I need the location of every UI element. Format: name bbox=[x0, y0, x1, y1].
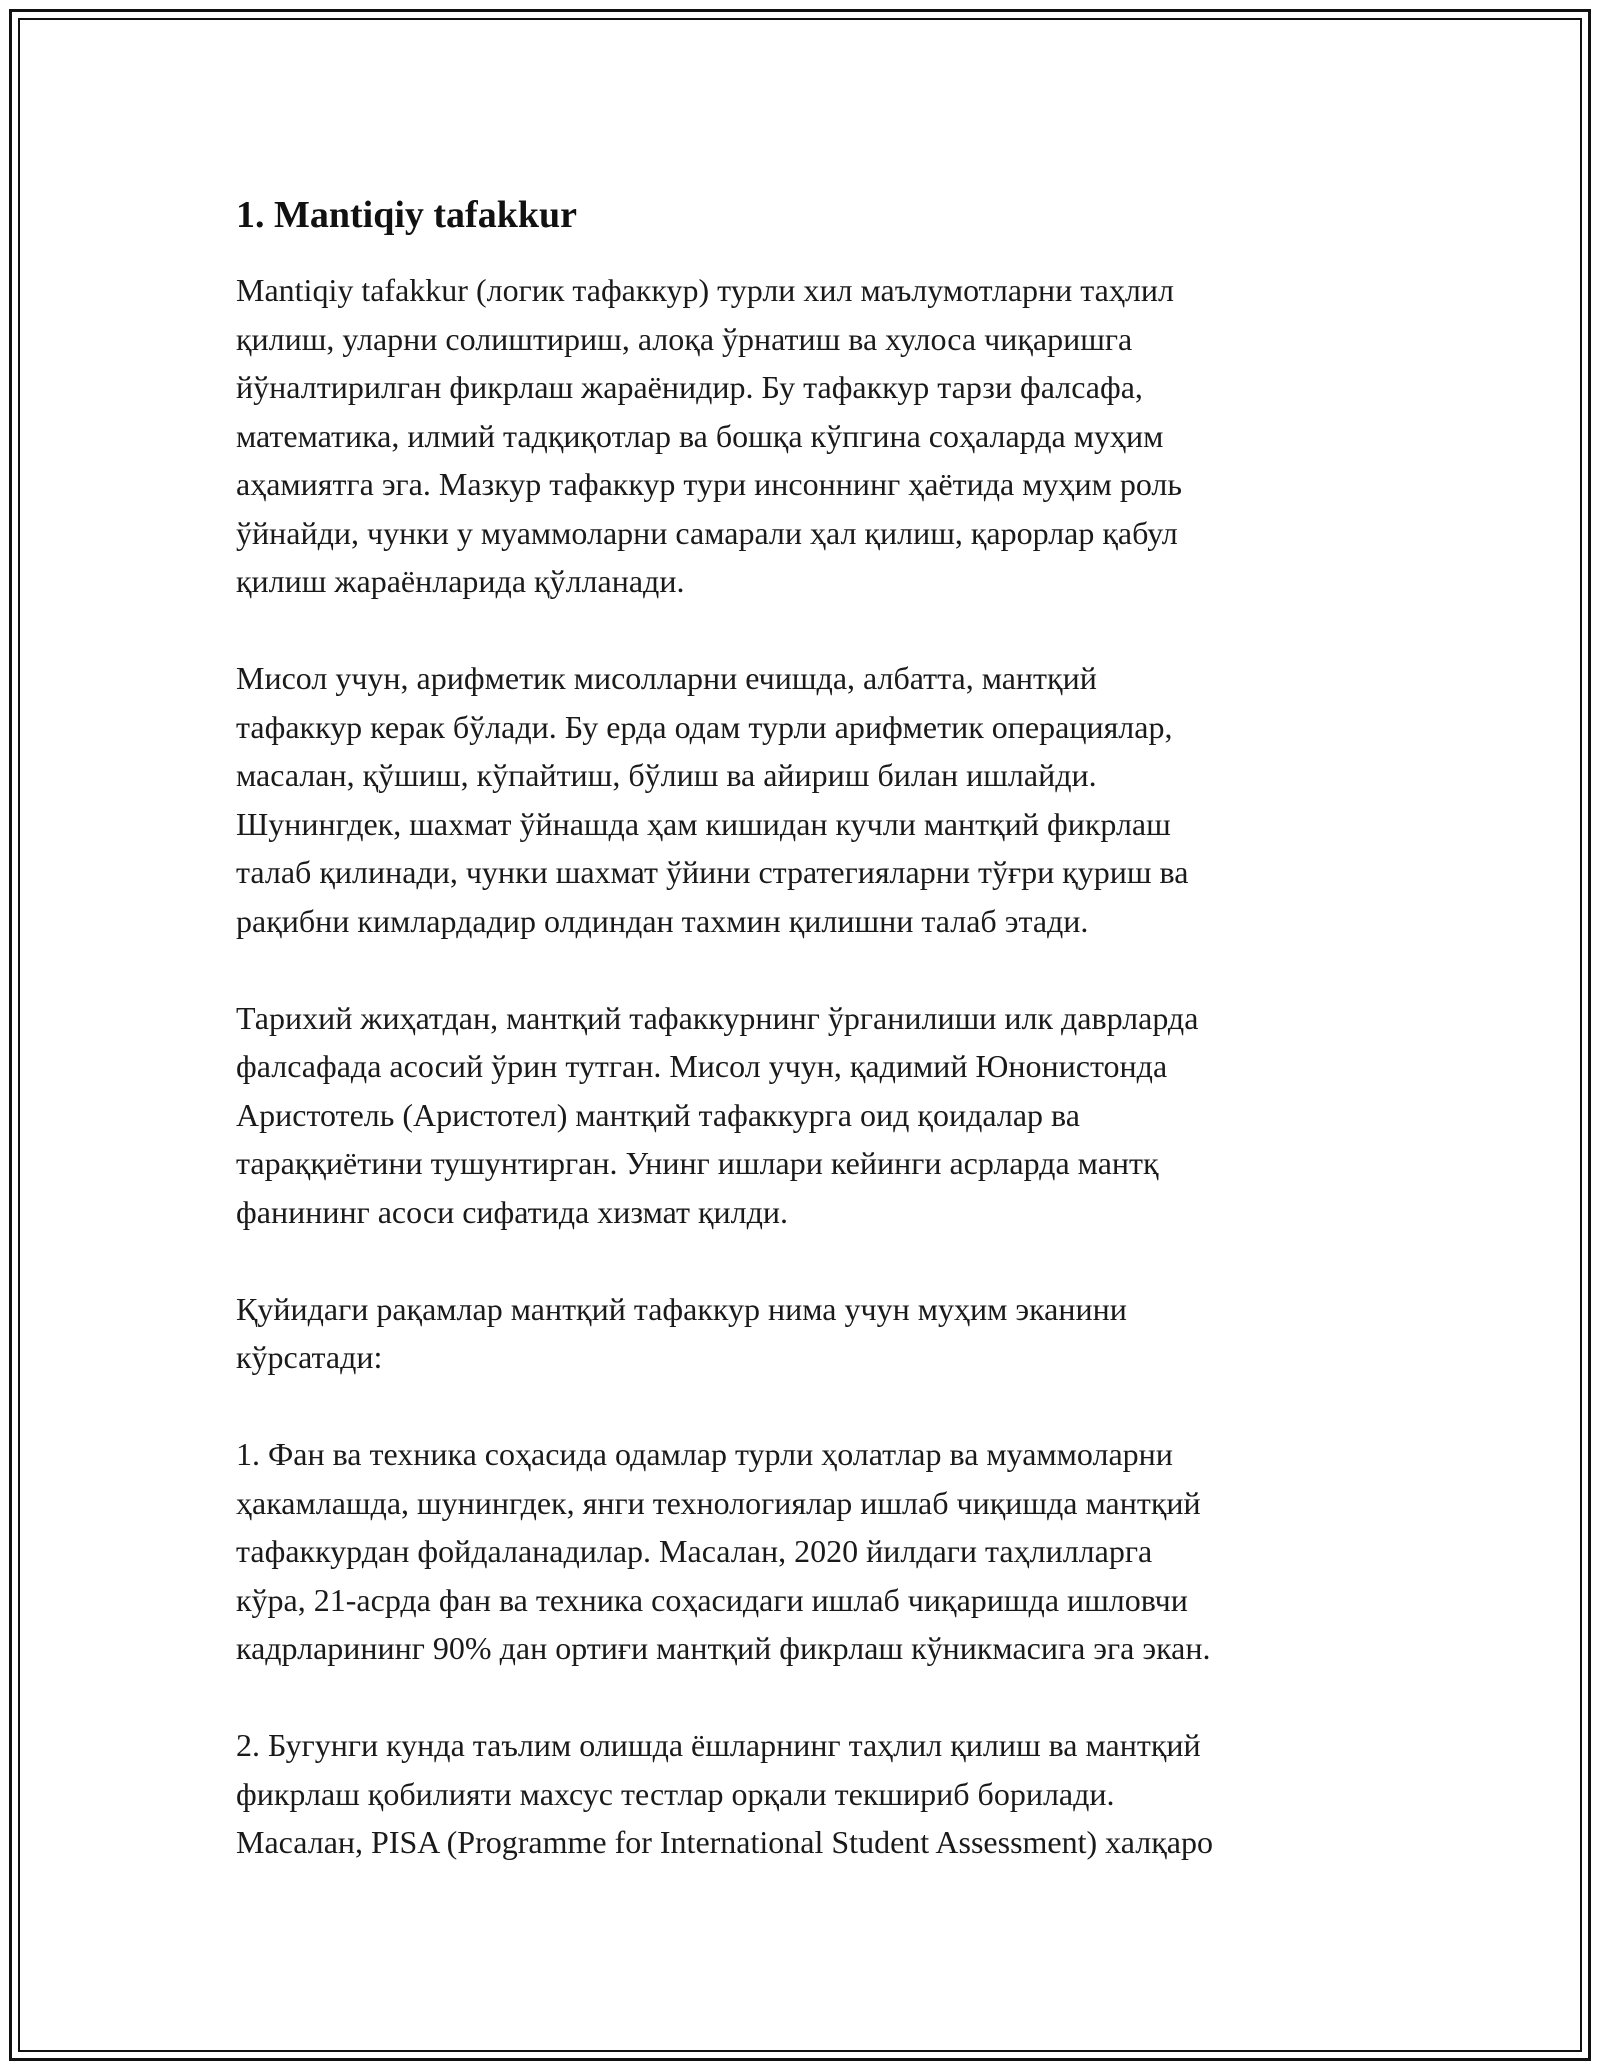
text-line: талаб қилинади, чунки шахмат ўйини стратегияларни тўғри қуриш ва bbox=[236, 854, 1189, 890]
text-line: 1. Фан ва техника соҳасида одамлар турли ҳолатлар ва муаммоларни bbox=[236, 1436, 1173, 1472]
text-line: ўйнайди, чунки у муаммоларни самарали ҳал қилиш, қарорлар қабул bbox=[236, 514, 1178, 551]
text-line: фалсафада асосий ўрин тутган. Мисол учун, қадимий Юнонистонда bbox=[236, 1048, 1168, 1084]
text-line: 2. Бугунги кунда таълим олишда ёшларнинг таҳлил қилиш ва мантқий bbox=[236, 1727, 1201, 1763]
list-item-2 bbox=[236, 1721, 1366, 1867]
text-line: фанининг асоси сифатида хизмат қилди. bbox=[236, 1193, 788, 1230]
text-line: математика, илмий тадқиқотлар ва бошқа кўпгина соҳаларда муҳим bbox=[236, 417, 1164, 454]
text-line: фикрлаш қобилияти махсус тестлар орқали текшириб борилади. bbox=[236, 1775, 1115, 1812]
text-line: тараққиётини тушунтирган. Унинг ишлари кейинги асрларда мантқ bbox=[236, 1145, 1159, 1181]
text-line: Масалан, PISA (Programme for International Student Assessment) халқаро bbox=[236, 1824, 1213, 1860]
section-heading: 1. Mantiqiy tafakkur bbox=[236, 194, 577, 236]
text-line: қилиш жараёнларида қўлланади. bbox=[236, 563, 685, 599]
text-line: кўра, 21-асрда фан ва техника соҳасидаги ишлаб чиқаришда ишловчи bbox=[236, 1581, 1188, 1618]
text-line: кўрсатади: bbox=[236, 1339, 383, 1375]
paragraph-history bbox=[236, 994, 1366, 1237]
text-line: йўналтирилган фикрлаш жараёнидир. Бу тафаккур тарзи фалсафа, bbox=[236, 369, 1143, 405]
text-line: Қуйидаги рақамлар мантқий тафаккур нима учун муҳим эканини bbox=[236, 1290, 1127, 1327]
text-line: тафаккур керак бўлади. Бу ерда одам турли арифметик операциялар, bbox=[236, 708, 1173, 745]
text-line: рақибни кимлардадир олдиндан тахмин қилишни талаб этади. bbox=[236, 902, 1089, 939]
paragraph-intro bbox=[236, 266, 1366, 606]
text-line: масалан, қўшиш, кўпайтиш, бўлиш ва айириш билан ишлайди. bbox=[236, 757, 1097, 793]
document-body bbox=[236, 190, 1366, 1915]
text-line: Аристотель (Аристотел) мантқий тафаккурга оид қоидалар ва bbox=[236, 1096, 1080, 1133]
list-item-1 bbox=[236, 1430, 1366, 1673]
text-line: тафаккурдан фойдаланадилар. Масалан, 2020 йилдаги таҳлилларга bbox=[236, 1533, 1153, 1569]
text-line: Тарихий жиҳатдан, мантқий тафаккурнинг ўрганилиши илк даврларда bbox=[236, 999, 1199, 1036]
text-line: ҳакамлашда, шунингдек, янги технологиялар ишлаб чиқишда мантқий bbox=[236, 1484, 1201, 1521]
text-line: кадрларининг 90% дан ортиғи мантқий фикрлаш кўникмасига эга экан. bbox=[236, 1630, 1211, 1666]
text-line: қилиш, уларни солиштириш, алоқа ўрнатиш ва хулоса чиқаришга bbox=[236, 320, 1133, 357]
paragraph-figures-intro bbox=[236, 1285, 1366, 1382]
text-line: аҳамиятга эга. Мазкур тафаккур тури инсоннинг ҳаётида муҳим роль bbox=[236, 466, 1182, 502]
paragraph-example bbox=[236, 654, 1366, 945]
text-line: Мисол учун, арифметик мисолларни ечишда, албатта, мантқий bbox=[236, 660, 1097, 696]
text-line: Mantiqiy tafakkur (логик тафаккур) турли хил маълумотларни таҳлил bbox=[236, 272, 1174, 308]
text-line: Шунингдек, шахмат ўйнашда ҳам кишидан кучли мантқий фикрлаш bbox=[236, 805, 1171, 842]
